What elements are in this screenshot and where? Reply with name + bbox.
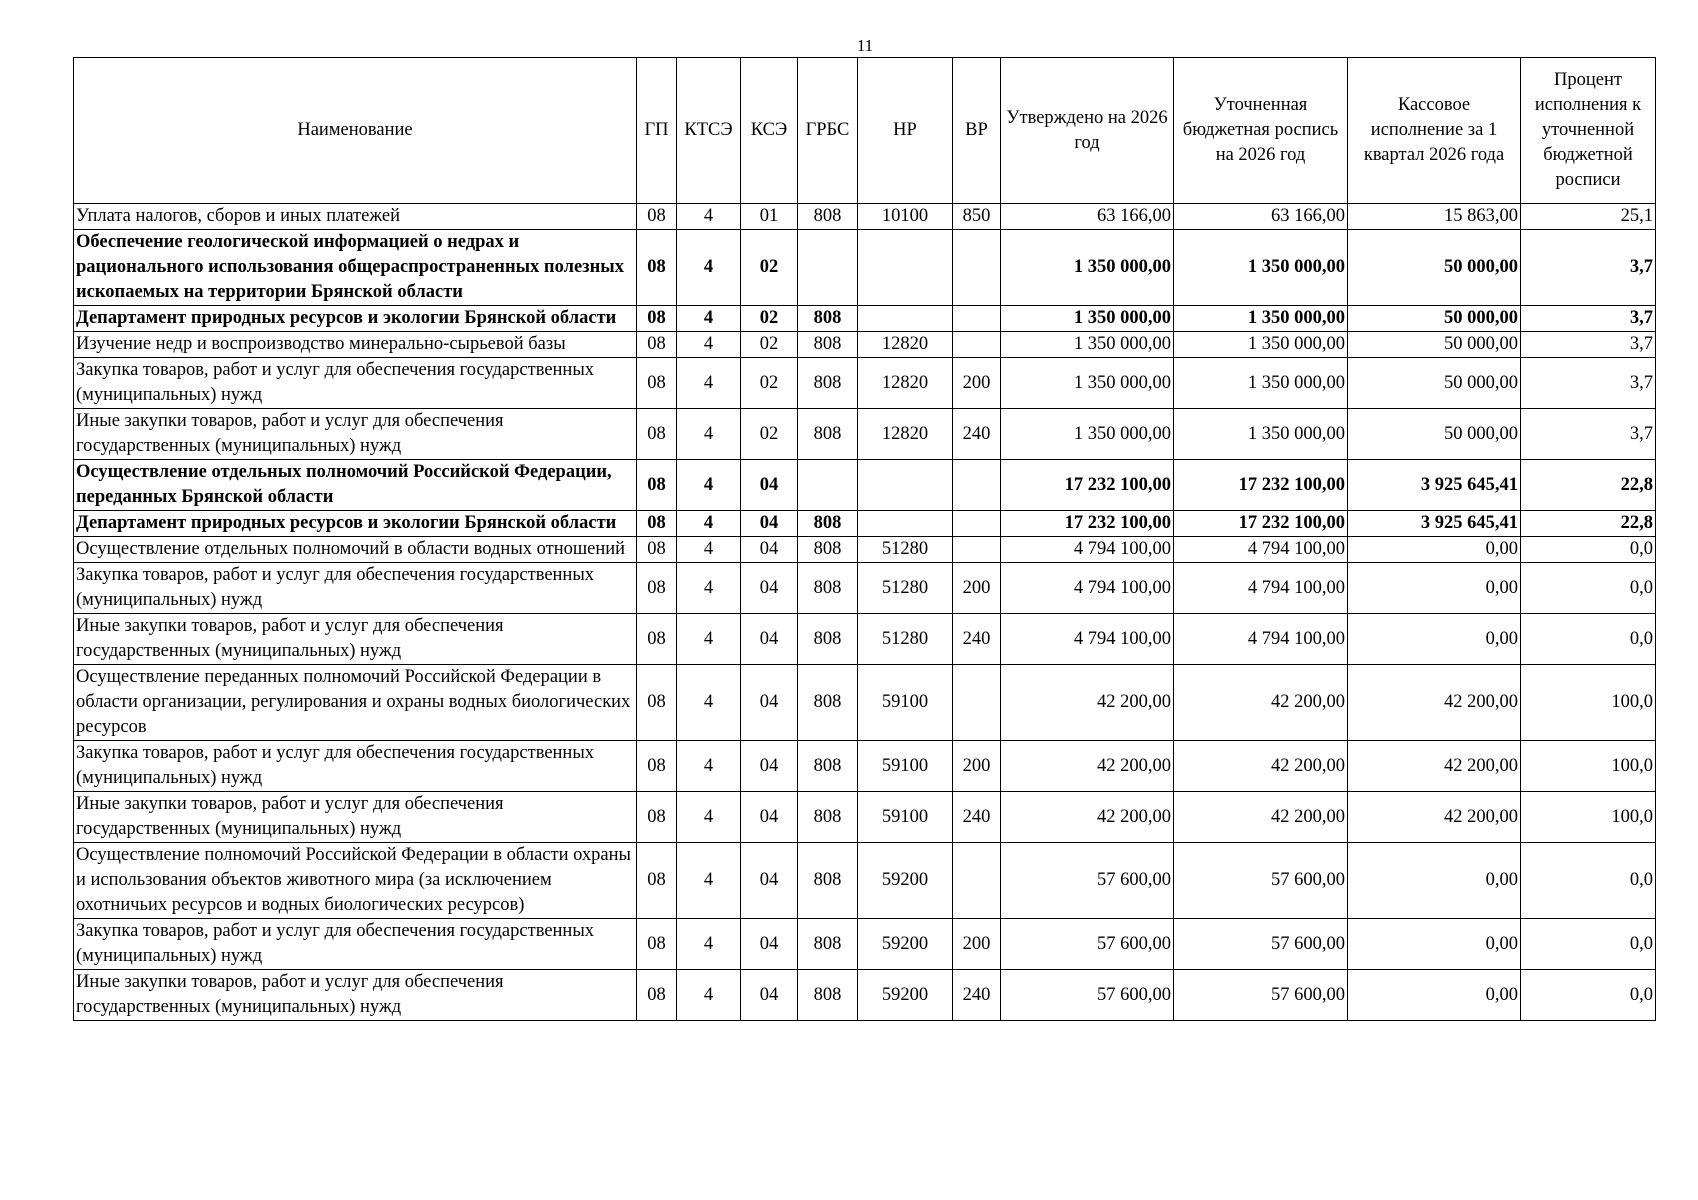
cell-percent: 100,0 [1521,792,1656,843]
cell-nr: 12820 [858,409,953,460]
budget-table [73,57,1656,1021]
cell-nr: 51280 [858,537,953,563]
cell-kse: 04 [741,843,798,919]
cell-refined: 1 350 000,00 [1174,306,1348,332]
cell-ktse: 4 [677,537,741,563]
cell-refined: 57 600,00 [1174,970,1348,1021]
cell-gp: 08 [637,970,677,1021]
cell-nr: 12820 [858,358,953,409]
table-row [74,741,1656,792]
header-cash: Кассовое исполнение за 1 квартал 2026 года [1348,58,1521,204]
cell-ktse: 4 [677,204,741,230]
cell-percent: 3,7 [1521,358,1656,409]
cell-refined: 17 232 100,00 [1174,460,1348,511]
cell-nr: 51280 [858,614,953,665]
cell-vr: 200 [953,741,1001,792]
cell-gp: 08 [637,511,677,537]
cell-cash: 0,00 [1348,970,1521,1021]
header-ktse: КТСЭ [677,58,741,204]
header-kse: КСЭ [741,58,798,204]
table-row [74,511,1656,537]
cell-kse: 04 [741,970,798,1021]
cell-cash: 50 000,00 [1348,358,1521,409]
header-name: Наименование [74,58,637,204]
cell-grbs: 808 [798,306,858,332]
cell-vr: 200 [953,358,1001,409]
table-row [74,460,1656,511]
header-gp: ГП [637,58,677,204]
cell-vr [953,843,1001,919]
cell-gp: 08 [637,230,677,306]
cell-kse: 04 [741,460,798,511]
cell-nr [858,511,953,537]
cell-vr [953,511,1001,537]
cell-kse: 01 [741,204,798,230]
cell-refined: 42 200,00 [1174,792,1348,843]
cell-nr [858,306,953,332]
cell-grbs [798,230,858,306]
cell-refined: 1 350 000,00 [1174,358,1348,409]
table-row [74,306,1656,332]
cell-cash: 50 000,00 [1348,230,1521,306]
cell-name: Закупка товаров, работ и услуг для обеспечения государственных (муниципальных) нужд [74,358,637,409]
cell-grbs: 808 [798,204,858,230]
cell-gp: 08 [637,409,677,460]
cell-approved: 1 350 000,00 [1001,306,1174,332]
cell-cash: 42 200,00 [1348,792,1521,843]
cell-percent: 3,7 [1521,409,1656,460]
table-row [74,614,1656,665]
cell-approved: 42 200,00 [1001,792,1174,843]
cell-name: Осуществление полномочий Российской Федерации в области охраны и использования объектов животного мира (за исключением охотничьих ресурсов и водных биологических ресурсов) [74,843,637,919]
cell-refined: 57 600,00 [1174,919,1348,970]
cell-name: Иные закупки товаров, работ и услуг для обеспечения государственных (муниципальных) нужд [74,614,637,665]
cell-cash: 0,00 [1348,919,1521,970]
cell-gp: 08 [637,563,677,614]
cell-vr: 850 [953,204,1001,230]
table-row [74,919,1656,970]
cell-nr: 10100 [858,204,953,230]
cell-gp: 08 [637,306,677,332]
header-vr: ВР [953,58,1001,204]
cell-refined: 4 794 100,00 [1174,537,1348,563]
cell-gp: 08 [637,741,677,792]
cell-vr: 200 [953,919,1001,970]
cell-ktse: 4 [677,792,741,843]
cell-cash: 15 863,00 [1348,204,1521,230]
cell-approved: 4 794 100,00 [1001,537,1174,563]
cell-grbs: 808 [798,332,858,358]
cell-vr: 240 [953,970,1001,1021]
cell-vr: 240 [953,614,1001,665]
cell-percent: 100,0 [1521,741,1656,792]
cell-cash: 0,00 [1348,843,1521,919]
cell-ktse: 4 [677,665,741,741]
table-body [74,204,1656,1021]
cell-nr: 51280 [858,563,953,614]
page-number: 11 [856,36,874,55]
table-row [74,970,1656,1021]
cell-ktse: 4 [677,332,741,358]
cell-ktse: 4 [677,358,741,409]
cell-grbs: 808 [798,970,858,1021]
cell-name: Закупка товаров, работ и услуг для обеспечения государственных (муниципальных) нужд [74,919,637,970]
cell-vr: 200 [953,563,1001,614]
table-row [74,843,1656,919]
table-row [74,230,1656,306]
cell-kse: 04 [741,919,798,970]
cell-percent: 3,7 [1521,332,1656,358]
cell-gp: 08 [637,332,677,358]
cell-gp: 08 [637,358,677,409]
cell-nr: 59100 [858,741,953,792]
cell-name: Уплата налогов, сборов и иных платежей [74,204,637,230]
table-header-row [74,58,1656,204]
cell-percent: 0,0 [1521,970,1656,1021]
cell-nr: 59100 [858,792,953,843]
cell-ktse: 4 [677,741,741,792]
cell-grbs: 808 [798,665,858,741]
cell-approved: 63 166,00 [1001,204,1174,230]
cell-approved: 57 600,00 [1001,919,1174,970]
cell-kse: 04 [741,614,798,665]
cell-refined: 1 350 000,00 [1174,409,1348,460]
cell-approved: 1 350 000,00 [1001,230,1174,306]
cell-grbs: 808 [798,741,858,792]
cell-name: Осуществление отдельных полномочий Российской Федерации, переданных Брянской области [74,460,637,511]
table-row [74,204,1656,230]
cell-kse: 02 [741,358,798,409]
cell-cash: 50 000,00 [1348,332,1521,358]
cell-nr [858,460,953,511]
cell-ktse: 4 [677,409,741,460]
cell-kse: 04 [741,665,798,741]
cell-grbs [798,460,858,511]
cell-percent: 100,0 [1521,665,1656,741]
cell-vr [953,230,1001,306]
cell-grbs: 808 [798,843,858,919]
cell-approved: 1 350 000,00 [1001,409,1174,460]
cell-approved: 1 350 000,00 [1001,358,1174,409]
cell-grbs: 808 [798,358,858,409]
cell-grbs: 808 [798,537,858,563]
cell-cash: 50 000,00 [1348,409,1521,460]
cell-cash: 42 200,00 [1348,741,1521,792]
cell-approved: 42 200,00 [1001,741,1174,792]
cell-vr [953,460,1001,511]
cell-vr [953,537,1001,563]
cell-cash: 0,00 [1348,614,1521,665]
cell-name: Закупка товаров, работ и услуг для обеспечения государственных (муниципальных) нужд [74,563,637,614]
header-refined: Уточненная бюджетная роспись на 2026 год [1174,58,1348,204]
cell-approved: 17 232 100,00 [1001,460,1174,511]
cell-grbs: 808 [798,409,858,460]
cell-gp: 08 [637,919,677,970]
cell-approved: 17 232 100,00 [1001,511,1174,537]
cell-name: Закупка товаров, работ и услуг для обеспечения государственных (муниципальных) нужд [74,741,637,792]
cell-grbs: 808 [798,792,858,843]
cell-nr: 59100 [858,665,953,741]
cell-refined: 1 350 000,00 [1174,230,1348,306]
cell-refined: 63 166,00 [1174,204,1348,230]
table-row [74,792,1656,843]
table-row [74,332,1656,358]
cell-ktse: 4 [677,843,741,919]
cell-refined: 42 200,00 [1174,665,1348,741]
cell-ktse: 4 [677,511,741,537]
cell-cash: 3 925 645,41 [1348,511,1521,537]
cell-cash: 0,00 [1348,563,1521,614]
cell-kse: 04 [741,563,798,614]
cell-cash: 42 200,00 [1348,665,1521,741]
cell-vr: 240 [953,409,1001,460]
table-row [74,537,1656,563]
cell-ktse: 4 [677,230,741,306]
cell-name: Обеспечение геологической информацией о недрах и рационального использования общераспространенных полезных ископаемых на территории Брянской области [74,230,637,306]
table-row [74,665,1656,741]
cell-vr: 240 [953,792,1001,843]
table-row [74,358,1656,409]
cell-approved: 42 200,00 [1001,665,1174,741]
cell-nr: 59200 [858,919,953,970]
cell-grbs: 808 [798,563,858,614]
cell-percent: 0,0 [1521,843,1656,919]
cell-refined: 1 350 000,00 [1174,332,1348,358]
cell-refined: 17 232 100,00 [1174,511,1348,537]
cell-ktse: 4 [677,614,741,665]
cell-name: Иные закупки товаров, работ и услуг для обеспечения государственных (муниципальных) нужд [74,792,637,843]
cell-cash: 0,00 [1348,537,1521,563]
cell-gp: 08 [637,614,677,665]
cell-vr [953,306,1001,332]
cell-percent: 3,7 [1521,306,1656,332]
cell-approved: 57 600,00 [1001,970,1174,1021]
cell-ktse: 4 [677,970,741,1021]
cell-ktse: 4 [677,563,741,614]
cell-refined: 42 200,00 [1174,741,1348,792]
cell-vr [953,332,1001,358]
cell-refined: 4 794 100,00 [1174,563,1348,614]
cell-name: Осуществление отдельных полномочий в области водных отношений [74,537,637,563]
cell-nr: 12820 [858,332,953,358]
cell-gp: 08 [637,792,677,843]
cell-name: Департамент природных ресурсов и экологии Брянской области [74,306,637,332]
cell-approved: 57 600,00 [1001,843,1174,919]
cell-gp: 08 [637,460,677,511]
cell-approved: 1 350 000,00 [1001,332,1174,358]
cell-name: Иные закупки товаров, работ и услуг для обеспечения государственных (муниципальных) нужд [74,409,637,460]
cell-gp: 08 [637,665,677,741]
table-row [74,563,1656,614]
cell-name: Иные закупки товаров, работ и услуг для обеспечения государственных (муниципальных) нужд [74,970,637,1021]
cell-gp: 08 [637,843,677,919]
cell-percent: 0,0 [1521,614,1656,665]
cell-grbs: 808 [798,614,858,665]
cell-ktse: 4 [677,919,741,970]
header-grbs: ГРБС [798,58,858,204]
cell-percent: 22,8 [1521,511,1656,537]
cell-kse: 04 [741,511,798,537]
cell-refined: 4 794 100,00 [1174,614,1348,665]
cell-grbs: 808 [798,919,858,970]
cell-refined: 57 600,00 [1174,843,1348,919]
cell-vr [953,665,1001,741]
cell-nr [858,230,953,306]
cell-kse: 02 [741,306,798,332]
cell-ktse: 4 [677,306,741,332]
cell-gp: 08 [637,537,677,563]
cell-nr: 59200 [858,843,953,919]
cell-percent: 0,0 [1521,563,1656,614]
header-percent: Процент исполнения к уточненной бюджетной росписи [1521,58,1656,204]
cell-kse: 02 [741,332,798,358]
cell-percent: 22,8 [1521,460,1656,511]
cell-kse: 02 [741,230,798,306]
header-approved: Утверждено на 2026 год [1001,58,1174,204]
cell-kse: 02 [741,409,798,460]
cell-nr: 59200 [858,970,953,1021]
cell-percent: 0,0 [1521,537,1656,563]
cell-name: Изучение недр и воспроизводство минерально-сырьевой базы [74,332,637,358]
table-row [74,409,1656,460]
cell-percent: 3,7 [1521,230,1656,306]
cell-kse: 04 [741,792,798,843]
cell-gp: 08 [637,204,677,230]
cell-percent: 25,1 [1521,204,1656,230]
header-nr: НР [858,58,953,204]
cell-cash: 50 000,00 [1348,306,1521,332]
cell-name: Департамент природных ресурсов и экологии Брянской области [74,511,637,537]
cell-kse: 04 [741,537,798,563]
cell-cash: 3 925 645,41 [1348,460,1521,511]
cell-name: Осуществление переданных полномочий Российской Федерации в области организации, регулирования и охраны водных биологических ресурсов [74,665,637,741]
cell-ktse: 4 [677,460,741,511]
cell-approved: 4 794 100,00 [1001,614,1174,665]
cell-percent: 0,0 [1521,919,1656,970]
cell-kse: 04 [741,741,798,792]
cell-grbs: 808 [798,511,858,537]
cell-approved: 4 794 100,00 [1001,563,1174,614]
